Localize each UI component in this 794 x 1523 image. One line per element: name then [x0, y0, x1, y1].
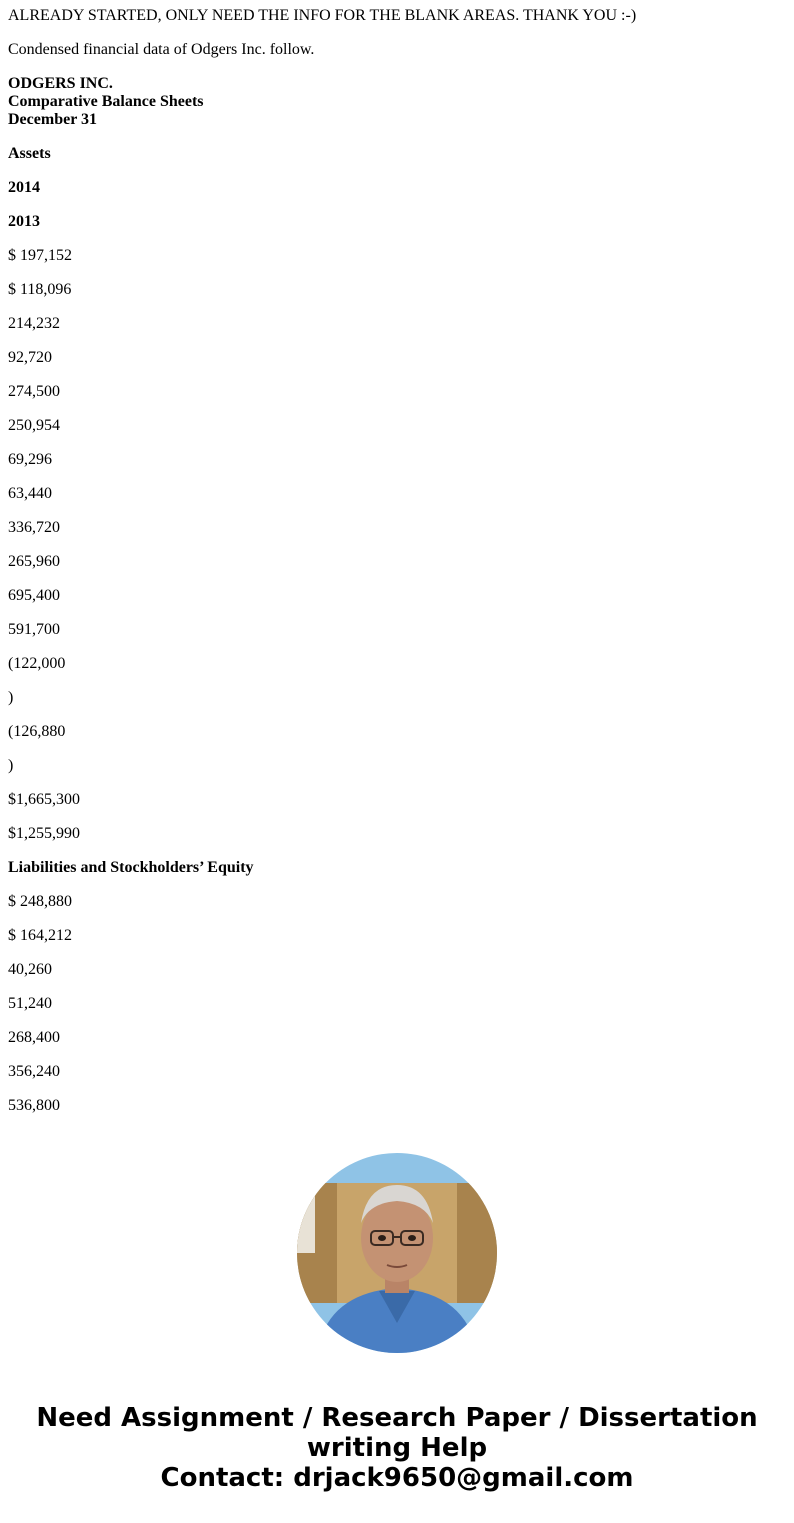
assets-heading: Assets	[8, 145, 51, 162]
statement-date: December 31	[8, 111, 97, 128]
promo-line-2: writing Help	[306, 1433, 488, 1463]
asset-value: 265,960	[8, 553, 60, 570]
intro-note: ALREADY STARTED, ONLY NEED THE INFO FOR THE BLANK AREAS. THANK YOU :-)	[8, 7, 637, 24]
asset-value: 336,720	[8, 519, 60, 536]
company-name: ODGERS INC.	[8, 75, 113, 92]
asset-value: 63,440	[8, 485, 52, 502]
asset-total: $1,665,300	[8, 791, 80, 808]
asset-value: $ 118,096	[8, 281, 72, 298]
liability-value: $ 164,212	[8, 927, 72, 944]
asset-value: 69,296	[8, 451, 52, 468]
liabilities-heading: Liabilities and Stockholders’ Equity	[8, 859, 254, 876]
asset-value: (126,880	[8, 723, 66, 740]
asset-value: 214,232	[8, 315, 60, 332]
liability-value: 51,240	[8, 995, 52, 1012]
liability-value: 536,800	[8, 1097, 60, 1114]
asset-value: )	[8, 757, 14, 774]
liability-value: $ 248,880	[8, 893, 72, 910]
year-2014-label: 2014	[8, 179, 40, 196]
asset-value: 250,954	[8, 417, 60, 434]
asset-value: )	[8, 689, 14, 706]
asset-value: 274,500	[8, 383, 60, 400]
liabilities-section	[8, 859, 786, 1115]
asset-value: 695,400	[8, 587, 60, 604]
statement-header	[8, 75, 786, 129]
liability-value: 356,240	[8, 1063, 60, 1080]
intro-lead: Condensed financial data of Odgers Inc. follow.	[8, 41, 315, 58]
liability-value: 40,260	[8, 961, 52, 978]
promo-banner	[0, 1403, 794, 1493]
asset-value: $ 197,152	[8, 247, 72, 264]
asset-total: $1,255,990	[8, 825, 80, 842]
author-avatar	[297, 1153, 497, 1353]
liability-value: 268,400	[8, 1029, 60, 1046]
assets-section	[8, 145, 786, 843]
asset-value: (122,000	[8, 655, 66, 672]
year-2013-label: 2013	[8, 213, 40, 230]
asset-value: 591,700	[8, 621, 60, 638]
statement-title: Comparative Balance Sheets	[8, 93, 204, 110]
promo-line-1: Need Assignment / Research Paper / Dissertation	[36, 1403, 758, 1433]
avatar-portrait-icon	[297, 1153, 497, 1353]
asset-value: 92,720	[8, 349, 52, 366]
document-body	[8, 0, 786, 1115]
promo-contact[interactable]: Contact: drjack9650@gmail.com	[160, 1463, 634, 1493]
